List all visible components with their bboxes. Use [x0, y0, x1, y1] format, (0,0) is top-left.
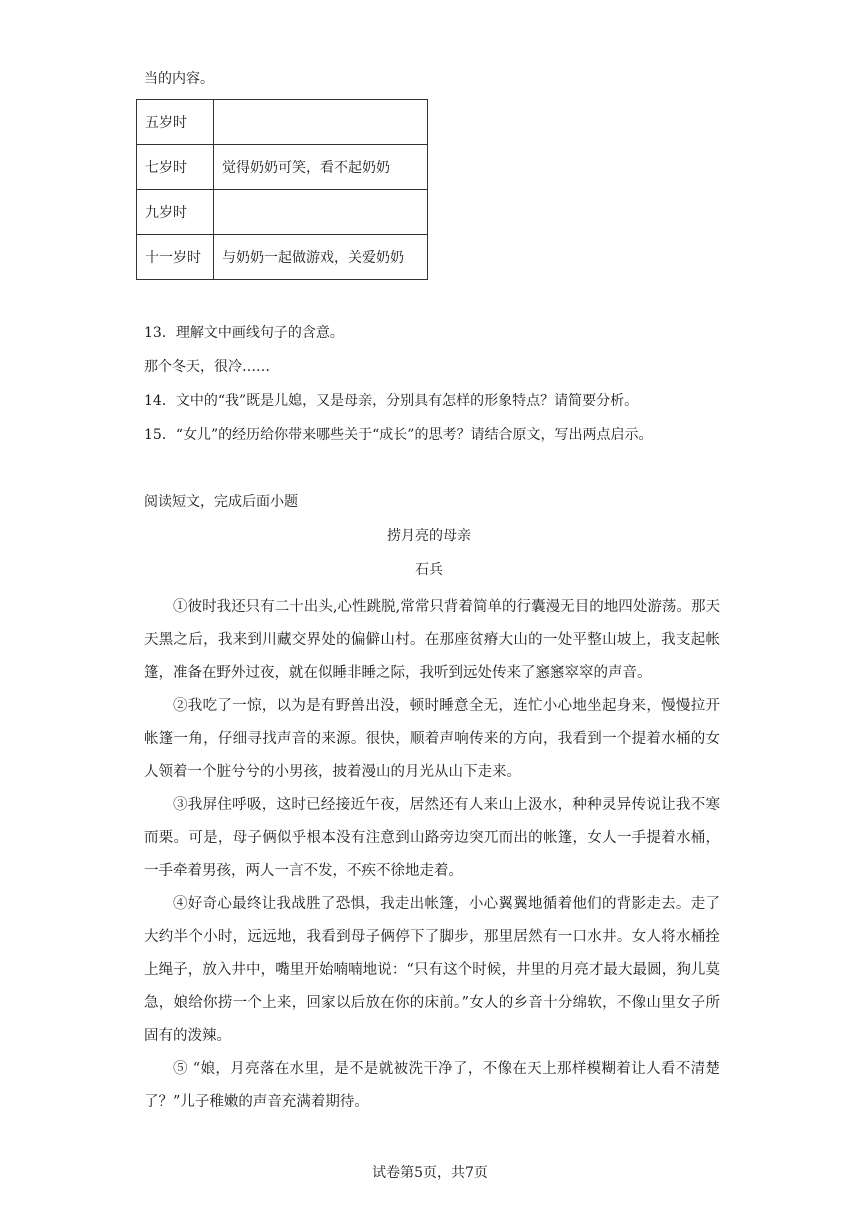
article-paragraph: ③我屏住呼吸，这时已经接近午夜，居然还有人来山上汲水，种种灵异传说让我不寒而栗。可是，母子俩似乎根本没有注意到山路旁边突兀而出的帐篷，女人一手提着水桶，一手牵着男孩，两人一言不发，不疾不徐地走着。: [144, 797, 720, 879]
question-13: 13．理解文中画线句子的含意。: [144, 325, 344, 341]
article-title: 捞月亮的母亲: [387, 528, 471, 544]
question-14: 14．文中的“我”既是儿媳，又是母亲，分别具有怎样的形象特点？请简要分析。: [144, 393, 639, 409]
article-body: [144, 591, 720, 1119]
age-cell: 七岁时: [137, 145, 214, 190]
age-cell: 五岁时: [137, 100, 214, 145]
question-15: 15．“女儿”的经历给你带来哪些关于“成长”的思考？请结合原文，写出两点启示。: [144, 427, 653, 443]
behavior-cell: [214, 100, 428, 145]
age-cell: 九岁时: [137, 190, 214, 235]
age-behavior-table: [136, 99, 428, 280]
article-author: 石兵: [415, 562, 443, 578]
section-prompt: 阅读短文，完成后面小题: [144, 494, 298, 510]
behavior-cell: 与奶奶一起做游戏，关爱奶奶: [214, 235, 428, 280]
age-cell: 十一岁时: [137, 235, 214, 280]
article-paragraph: ⑤ “娘，月亮落在水里，是不是就被洗干净了，不像在天上那样模糊着让人看不清楚了？”儿子稚嫩的声音充满着期待。: [144, 1061, 720, 1110]
article-paragraph: ②我吃了一惊，以为是有野兽出没，顿时睡意全无，连忙小心地坐起身来，慢慢拉开帐篷一角，仔细寻找声音的来源。很快，顺着声响传来的方向，我看到一个提着水桶的女人领着一个脏兮兮的小男孩，披着漫山的月光从山下走来。: [144, 698, 720, 780]
intro-tail-text: 当的内容。: [144, 71, 214, 87]
behavior-cell: [214, 190, 428, 235]
table-row: [137, 100, 428, 145]
article-paragraph: ④好奇心最终让我战胜了恐惧，我走出帐篷，小心翼翼地循着他们的背影走去。走了大约半个小时，远远地，我看到母子俩停下了脚步，那里居然有一口水井。女人将水桶拴上绳子，放入井中，嘴里开始喃喃地说：“只有这个时候，井里的月亮才最大最圆，狗儿莫急，娘给你捞一个上来，回家以后放在你的床前。”女人的乡音十分绵软，不像山里女子所固有的泼辣。: [144, 896, 720, 1044]
table-row: [137, 190, 428, 235]
underlined-sentence: 那个冬天，很冷……: [144, 359, 270, 375]
table-row: [137, 235, 428, 280]
table-row: [137, 145, 428, 190]
article-paragraph: ①彼时我还只有二十出头,心性跳脱,常常只背着简单的行囊漫无目的地四处游荡。那天天黑之后，我来到川藏交界处的偏僻山村。在那座贫瘠大山的一处平整山坡上，我支起帐篷，准备在野外过夜，就在似睡非睡之际，我听到远处传来了窸窸窣窣的声音。: [144, 599, 720, 681]
behavior-cell: 觉得奶奶可笑，看不起奶奶: [214, 145, 428, 190]
page-footer: 试卷第5页，共7页: [372, 1165, 488, 1181]
